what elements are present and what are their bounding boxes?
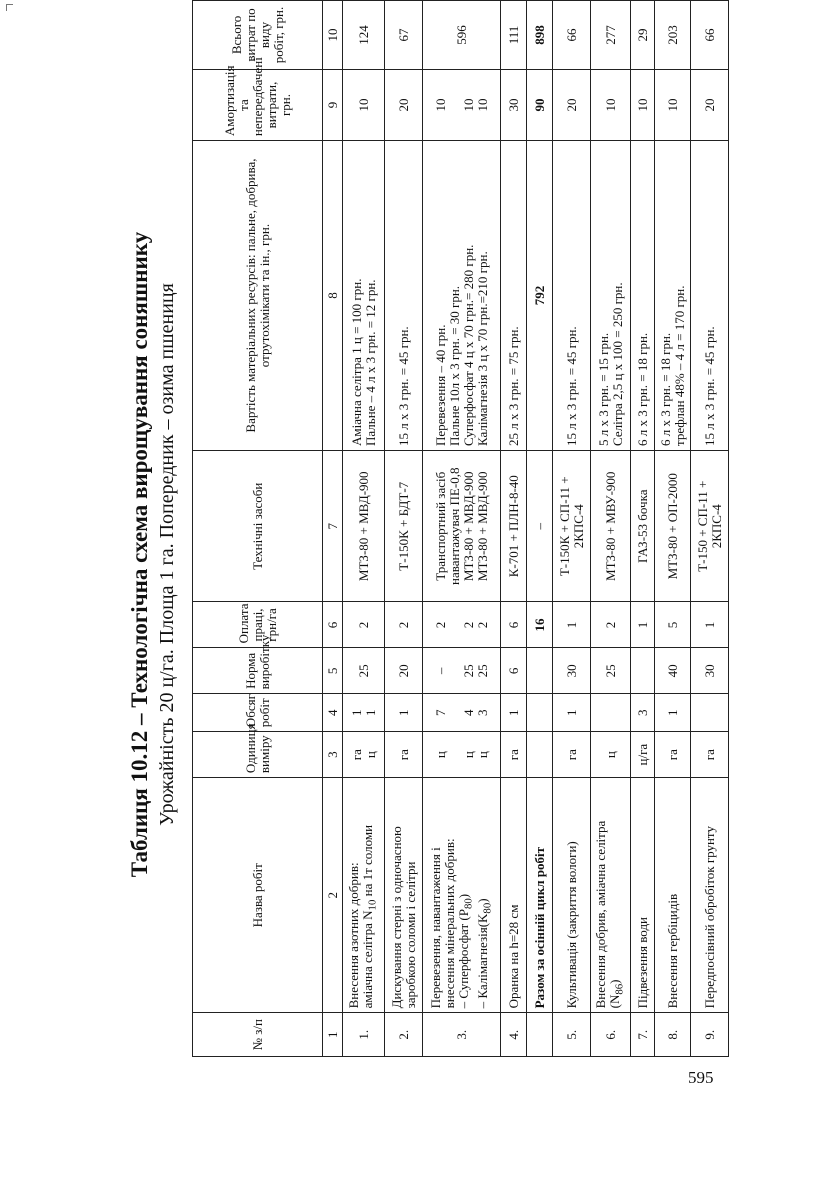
row-total: 277	[591, 1, 631, 70]
row-total: 596	[423, 1, 501, 70]
norm-line: –	[432, 667, 448, 675]
cost-line: Перевезення – 40 грн.	[432, 324, 448, 446]
name-text: )	[607, 979, 623, 984]
means-line: МТЗ-80 + МВД-900	[474, 471, 490, 582]
row-unit: ц/га	[631, 732, 655, 778]
table-row	[501, 1, 527, 1057]
row-amort: 10	[655, 69, 691, 140]
pay-line: 2	[460, 621, 476, 629]
row-unit	[343, 732, 385, 778]
row-num	[527, 1013, 553, 1057]
header-unit: Одиниця виміру	[193, 732, 323, 778]
row-name-line: Перевезення, навантаження і	[427, 847, 443, 1009]
row-name: Підвезення води	[631, 778, 655, 1013]
row-cost: 15 л х 3 грн. = 45 грн.	[691, 141, 729, 451]
row-cost: 25 л х 3 грн. = 75 грн.	[501, 141, 527, 451]
pay-line: 2	[474, 621, 490, 629]
header-pay: Оплата праці, грн/га	[193, 602, 323, 648]
page-number: 595	[688, 1068, 714, 1087]
pay-line	[448, 607, 462, 644]
row-amort: 20	[691, 69, 729, 140]
row-amort	[423, 69, 501, 140]
row-cost	[655, 141, 691, 451]
col-number: 1	[323, 1013, 343, 1057]
row-num: 9.	[691, 1013, 729, 1057]
name-subscript: 80	[462, 898, 475, 910]
row-unit: га	[691, 732, 729, 778]
row-name: Оранка на h=28 см	[501, 778, 527, 1013]
row-volume: 1	[385, 694, 423, 732]
row-means	[423, 451, 501, 603]
row-name	[591, 778, 631, 1013]
row-norm: 30	[691, 648, 729, 694]
means-line: 2КПС-4	[708, 504, 724, 549]
name-text: )	[474, 898, 490, 903]
volume-line: 1	[362, 709, 378, 716]
row-norm: 30	[553, 648, 591, 694]
table-row	[631, 1, 655, 1057]
name-text: – Суперфосфат (P	[455, 909, 471, 1009]
row-num: 2.	[385, 1013, 423, 1057]
table-row	[553, 1, 591, 1057]
row-name-line	[457, 782, 476, 1008]
volume-line	[448, 698, 462, 727]
cost-line: 6 л х 3 грн. = 18 грн.	[657, 332, 673, 446]
means-line: МТЗ-80 + МВД-900	[460, 471, 476, 582]
row-cost: 15 л х 3 грн. = 45 грн.	[385, 141, 423, 451]
row-amort: 20	[553, 69, 591, 140]
unit-line: ц	[474, 751, 490, 759]
col-number: 5	[323, 648, 343, 694]
cost-line: Калімагнезія 3 ц х 70 грн.=210 грн.	[474, 251, 490, 446]
row-num: 3.	[423, 1013, 501, 1057]
row-cost	[343, 141, 385, 451]
row-pay: 1	[631, 602, 655, 648]
means-line: Транспортний засіб	[432, 471, 448, 581]
row-pay: 2	[591, 602, 631, 648]
col-number: 7	[323, 451, 343, 603]
row-means: МТЗ-80 + МВД-900	[343, 451, 385, 603]
row-num: 8.	[655, 1013, 691, 1057]
header-volume: Обсяг робіт	[193, 694, 323, 732]
cost-line: 5 л х 3 грн. = 15 грн.	[595, 332, 611, 446]
row-name-line	[608, 782, 627, 1008]
row-name-line: Дискування стерні з одночасною	[388, 826, 404, 1009]
cost-line: трефлан 48% – 4 л = 170 грн.	[671, 285, 687, 446]
row-num: 7.	[631, 1013, 655, 1057]
row-name: Культивація (закриття вологи)	[553, 778, 591, 1013]
row-unit: га	[385, 732, 423, 778]
row-unit	[423, 732, 501, 778]
row-unit: га	[501, 732, 527, 778]
row-means: ГАЗ-53 бочка	[631, 451, 655, 603]
row-pay: 2	[385, 602, 423, 648]
row-name	[385, 778, 423, 1013]
row-volume	[691, 694, 729, 732]
amort-line: 10	[432, 98, 448, 112]
subtotal-total: 898	[527, 1, 553, 70]
row-amort: 30	[501, 69, 527, 140]
name-subscript: 10	[366, 899, 379, 911]
volume-line: 1	[348, 709, 364, 716]
unit-line	[448, 736, 462, 773]
cost-line: Селітра 2,5 ц х 100 = 250 грн.	[609, 282, 625, 446]
cost-line: Пальне – 4 л х 3 грн. = 12 грн.	[362, 279, 378, 446]
table-row	[343, 1, 385, 1057]
header-total: Всього витрат по виду робіт, грн.	[193, 1, 323, 70]
row-volume: 1	[655, 694, 691, 732]
name-subscript: 80	[481, 902, 494, 914]
row-norm: 20	[385, 648, 423, 694]
header-amort: Амортизація та непередбачені витрати, грн.	[193, 69, 323, 140]
row-total: 29	[631, 1, 655, 70]
row-num: 4.	[501, 1013, 527, 1057]
row-pay: 2	[343, 602, 385, 648]
header-means: Технічні засоби	[193, 451, 323, 603]
row-total: 111	[501, 1, 527, 70]
header-row	[193, 1, 323, 1057]
row-cost: 15 л х 3 грн. = 45 грн.	[553, 141, 591, 451]
col-number: 3	[323, 732, 343, 778]
row-volume: 1	[501, 694, 527, 732]
subtotal-pay: 16	[527, 602, 553, 648]
row-pay	[423, 602, 501, 648]
volume-line: 4	[460, 709, 476, 716]
row-name-line	[361, 782, 380, 1008]
row-means: МТЗ-80 + МВУ-900	[591, 451, 631, 603]
table-row	[655, 1, 691, 1057]
col-number: 10	[323, 1, 343, 70]
row-means	[691, 451, 729, 603]
rotated-page-content	[126, 0, 754, 1107]
row-pay: 1	[691, 602, 729, 648]
cost-line: Пальне 10л х 3 грн. = 30 грн.	[446, 285, 462, 446]
unit-line: га	[348, 749, 364, 761]
name-text: (N	[607, 994, 623, 1009]
pay-line: 2	[432, 621, 448, 629]
row-volume	[527, 694, 553, 732]
volume-line: 7	[432, 709, 448, 716]
col-number: 4	[323, 694, 343, 732]
row-means: МТЗ-80 + ОП-2000	[655, 451, 691, 603]
row-norm: 25	[343, 648, 385, 694]
row-norm: 6	[501, 648, 527, 694]
amort-line: 10	[460, 98, 476, 112]
row-norm	[631, 648, 655, 694]
row-cost	[591, 141, 631, 451]
row-volume	[423, 694, 501, 732]
col-number: 8	[323, 141, 343, 451]
row-norm: 40	[655, 648, 691, 694]
row-pay: 1	[553, 602, 591, 648]
row-name-line	[476, 782, 495, 1008]
subtotal-means: –	[527, 451, 553, 603]
row-amort: 10	[343, 69, 385, 140]
norm-line: 25	[460, 664, 476, 678]
row-unit: га	[553, 732, 591, 778]
header-cost: Вартість матеріальних ресурсів: пальне, добрива, отрутохімікати та ін., грн.	[193, 141, 323, 451]
row-total: 66	[691, 1, 729, 70]
cost-line: Суперфосфат 4 ц х 70 грн.= 280 грн.	[460, 244, 476, 446]
row-unit: га	[655, 732, 691, 778]
row-pay: 5	[655, 602, 691, 648]
subtotal-amort: 90	[527, 69, 553, 140]
row-norm: 25	[591, 648, 631, 694]
name-subscript: 86	[613, 983, 626, 995]
amort-line	[448, 74, 462, 136]
row-name-line: Внесення азотних добрив:	[346, 862, 362, 1009]
means-line: Т-150К + СП-11 +	[556, 476, 572, 577]
row-volume	[591, 694, 631, 732]
row-cost	[423, 141, 501, 451]
row-name	[423, 778, 501, 1013]
volume-line: 3	[474, 709, 490, 716]
name-text: аміачна селітра N	[360, 910, 376, 1009]
row-amort: 10	[631, 69, 655, 140]
row-name	[343, 778, 385, 1013]
technology-table	[192, 0, 729, 1057]
col-number: 2	[323, 778, 343, 1013]
row-name-line: заробкою соломи і селітри	[402, 861, 418, 1009]
row-total: 203	[655, 1, 691, 70]
column-number-row	[323, 1, 343, 1057]
row-unit	[527, 732, 553, 778]
row-name: Передпосівний обробіток грунту	[691, 778, 729, 1013]
table-row	[385, 1, 423, 1057]
header-num: № з/п	[193, 1013, 323, 1057]
amort-line: 10	[474, 98, 490, 112]
row-name-line: Внесення добрив, аміачна селітра	[593, 820, 609, 1009]
norm-line: 25	[474, 664, 490, 678]
row-norm	[423, 648, 501, 694]
means-line: Т-150 + СП-11 +	[694, 480, 710, 572]
row-total: 66	[553, 1, 591, 70]
row-pay: 6	[501, 602, 527, 648]
row-amort: 10	[591, 69, 631, 140]
scan-corner-mark	[6, 4, 13, 11]
cost-line: Аміачна селітра 1 ц = 100 грн.	[348, 278, 364, 446]
header-norm: Норма виробітку	[193, 648, 323, 694]
table-row	[423, 1, 501, 1057]
unit-line: ц	[460, 751, 476, 759]
subtotal-cost: 792	[527, 141, 553, 451]
table-subtitle: Урожайність 20 ц/га. Площа 1 га. Попередник – озима пшениця	[156, 283, 178, 826]
row-means: Т-150К + БДТ-7	[385, 451, 423, 603]
unit-line: ц	[432, 751, 448, 759]
col-number: 6	[323, 602, 343, 648]
row-cost: 6 л х 3 грн. = 18 грн.	[631, 141, 655, 451]
table-row	[591, 1, 631, 1057]
table-row	[691, 1, 729, 1057]
row-amort: 20	[385, 69, 423, 140]
col-number: 9	[323, 69, 343, 140]
row-means	[553, 451, 591, 603]
row-name-line: внесення мінеральних добрив:	[441, 838, 457, 1009]
row-volume	[343, 694, 385, 732]
name-text: на 1т соломи	[360, 824, 376, 900]
table-title: Таблиця 10.12 – Технологічна схема вирощування соняшнику	[127, 231, 152, 878]
row-num: 5.	[553, 1013, 591, 1057]
subtotal-row	[527, 1, 553, 1057]
means-line: навантажувач ПЕ-0,8	[446, 467, 462, 585]
means-line: 2КПС-4	[570, 504, 586, 549]
norm-line	[448, 652, 462, 689]
row-unit: ц	[591, 732, 631, 778]
row-norm	[527, 648, 553, 694]
header-name: Назва робіт	[193, 778, 323, 1013]
row-num: 6.	[591, 1013, 631, 1057]
subtotal-label: Разом за осінній цикл робіт	[527, 778, 553, 1013]
name-text: – Калімагнезія(K	[474, 913, 490, 1009]
row-name: Внесення гербіцидів	[655, 778, 691, 1013]
row-total: 124	[343, 1, 385, 70]
name-text: )	[455, 893, 471, 899]
row-volume: 1	[553, 694, 591, 732]
row-num: 1.	[343, 1013, 385, 1057]
row-means: К-701 + ПЛН-8-40	[501, 451, 527, 603]
row-volume: 3	[631, 694, 655, 732]
row-total: 67	[385, 1, 423, 70]
unit-line: ц	[362, 751, 378, 759]
